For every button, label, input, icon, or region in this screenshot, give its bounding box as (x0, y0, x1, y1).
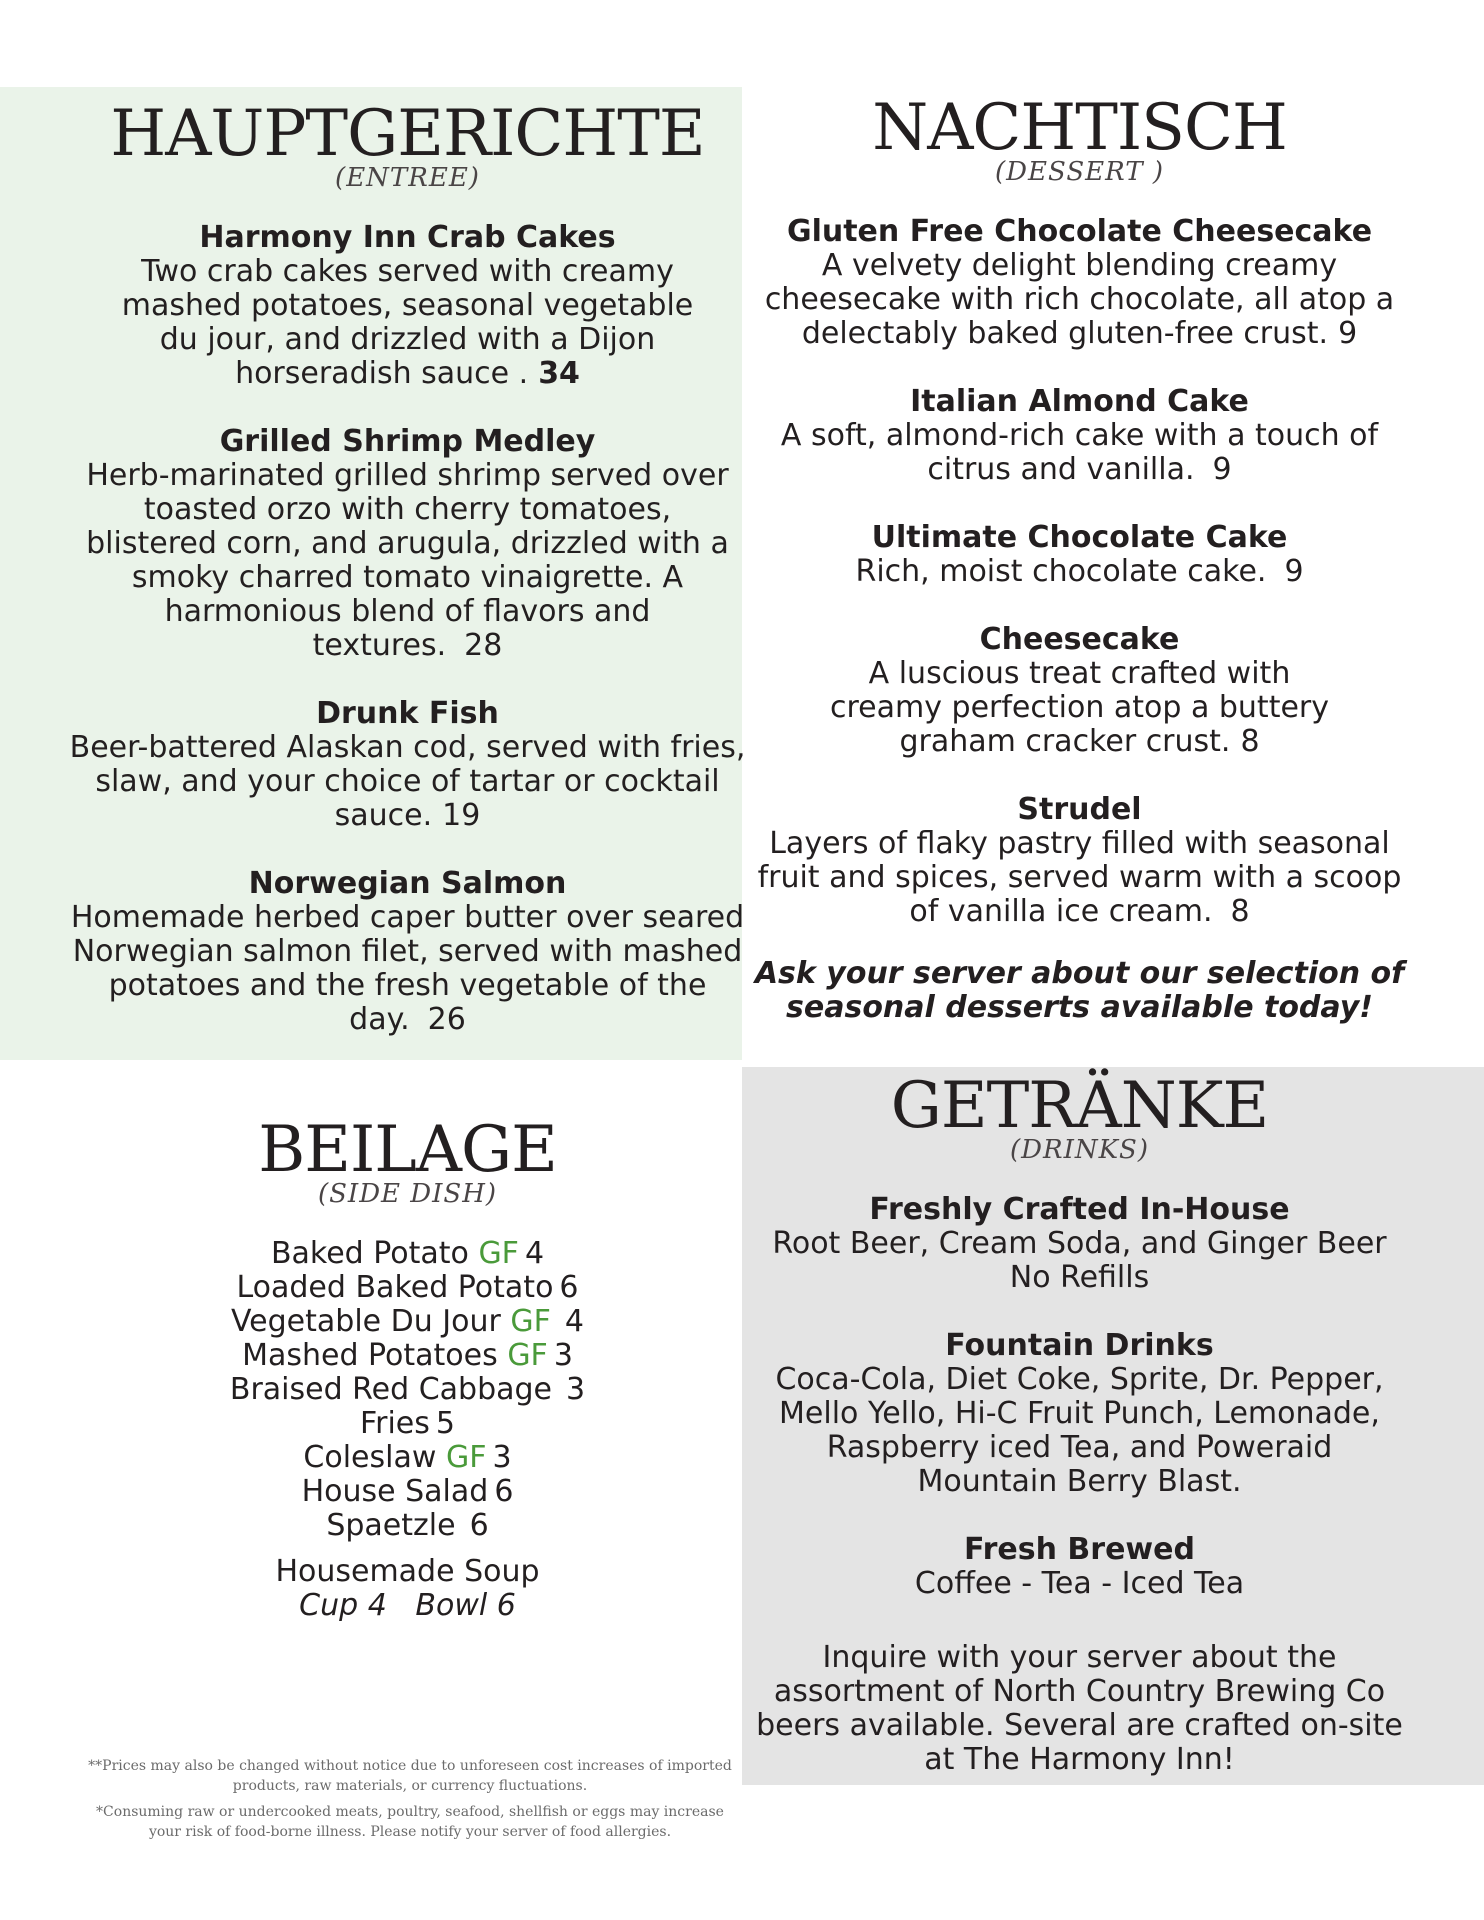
side-subtitle: (SIDE DISH) (317, 1179, 498, 1209)
side-name: Baked Potato (270, 1236, 469, 1271)
item-price: 9 (1212, 452, 1232, 487)
drink-description: No Refills (1009, 1260, 1150, 1295)
entree-title: HAUPTGERICHTE (110, 97, 705, 171)
item-name: Gluten Free Chocolate Cheesecake (786, 214, 1373, 249)
dessert-title: NACHTISCH (872, 91, 1287, 165)
side-price: 6 (494, 1474, 514, 1509)
item-description: Beer-battered Alaskan cod, served with fries, slaw, and your choice of tartar or cocktail sauce. (69, 730, 746, 833)
side-dish-row (40, 1441, 775, 1475)
side-price: 4 (524, 1236, 545, 1271)
dessert-note-line: Ask your server about our selection of (754, 956, 1405, 991)
side-name: Fries (360, 1406, 430, 1441)
menu-item (40, 867, 775, 1037)
item-description: Herb-marinated grilled shrimp served over toasted orzo with cherry tomatoes, blistered corn, and arugula, drizzled with a smoky charred tomato vinaigrette. A harmonious blend of flavors and textures. (86, 458, 729, 663)
drinks-subtitle: (DRINKS) (1010, 1135, 1149, 1165)
side-name: Spaetzle (326, 1508, 456, 1543)
item-description: Rich, moist chocolate cake. (855, 554, 1267, 589)
item-name: Italian Almond Cake (910, 384, 1249, 419)
side-price: 5 (435, 1406, 455, 1441)
side-dish-row (40, 1475, 775, 1509)
gf-badge: GF (445, 1440, 487, 1475)
price-disclaimer: **Prices may also be changed without notice due to unforeseen cost increases of imported products, raw materials, or currency fluctuations. (88, 1758, 732, 1794)
side-price: 3 (553, 1338, 573, 1373)
dessert-subtitle: (DESSERT ) (995, 157, 1164, 187)
item-name: Harmony Inn Crab Cakes (199, 220, 616, 255)
item-price: 26 (427, 1002, 466, 1037)
side-name: Braised Red Cabbage (229, 1372, 553, 1407)
drink-description: Coca-Cola, Diet Coke, Sprite, Dr. Pepper, Mello Yello, Hi-C Fruit Punch, Lemonade, Raspberry iced Tea, and Poweraid Mountain Berry Blast. (775, 1362, 1384, 1499)
gf-badge: GF (478, 1236, 519, 1271)
item-description: A soft, almond-rich cake with a touch of citrus and vanilla. (780, 418, 1379, 487)
side-dish-section (40, 1103, 775, 1623)
side-price: 3 (492, 1440, 512, 1475)
item-price: 8 (1230, 894, 1250, 929)
drinks-title: GETRÄNKE (890, 1069, 1269, 1143)
item-description: A luscious treat crafted with creamy perfection atop a buttery graham cracker crust. (830, 656, 1329, 759)
entree-subtitle: (ENTREE) (335, 163, 480, 193)
side-title: BEILAGE (258, 1113, 557, 1187)
item-name: Strudel (1017, 792, 1142, 827)
item-name: Drunk Fish (316, 696, 499, 731)
side-price: 6 (559, 1270, 579, 1305)
side-dish-row (40, 1271, 775, 1305)
side-name: Loaded Baked Potato (236, 1270, 554, 1305)
drink-item (742, 1533, 1417, 1601)
item-name: Norwegian Salmon (248, 866, 567, 901)
menu-item (742, 793, 1417, 929)
menu-item (40, 221, 775, 391)
side-dish-row (40, 1509, 775, 1543)
side-name: Coleslaw (303, 1440, 437, 1475)
item-name: Cheesecake (979, 622, 1180, 657)
item-price: 34 (538, 356, 580, 391)
soup-item (40, 1555, 775, 1623)
drink-name: Fountain Drinks (945, 1328, 1214, 1363)
dessert-section (742, 87, 1417, 1025)
side-dish-row (40, 1373, 775, 1407)
food-safety-disclaimer: *Consuming raw or undercooked meats, poultry, seafood, shellfish or eggs may increase your risk of food-borne illness. Please notify your server of food allergies. (96, 1804, 724, 1840)
menu-item (742, 623, 1417, 759)
side-dish-row (40, 1237, 775, 1271)
side-price: 6 (469, 1508, 489, 1543)
entree-section (40, 87, 775, 1071)
gf-badge: GF (507, 1338, 548, 1373)
item-description: Homemade herbed caper butter over seared Norwegian salmon filet, served with mashed potatoes and the fresh vegetable of the day. (70, 900, 745, 1037)
dessert-note-line: seasonal desserts available today! (786, 990, 1373, 1025)
item-price: 19 (442, 798, 481, 833)
drink-name: Freshly Crafted In-House (869, 1192, 1290, 1227)
item-price: 9 (1284, 554, 1304, 589)
side-dish-row (40, 1407, 775, 1441)
side-name: House Salad (301, 1474, 489, 1509)
item-name: Ultimate Chocolate Cake (871, 520, 1288, 555)
side-price: 4 (564, 1304, 585, 1339)
menu-item (742, 521, 1417, 589)
drink-description: Coffee - Tea - Iced Tea (914, 1566, 1245, 1601)
item-price: 9 (1338, 316, 1358, 351)
footnotes (80, 1756, 740, 1848)
item-description: A velvety delight blending creamy cheesecake with rich chocolate, all atop a delectably baked gluten-free crust. (764, 248, 1395, 351)
side-name: Vegetable Du Jour (230, 1304, 501, 1339)
soup-name: Housemade Soup (275, 1554, 540, 1589)
menu-item (40, 425, 775, 663)
soup-sizes: Cup 4 Bowl 6 (299, 1588, 516, 1623)
side-dish-row (40, 1339, 775, 1373)
item-price: 28 (464, 628, 503, 663)
item-price: 8 (1240, 724, 1260, 759)
drink-name: Fresh Brewed (964, 1532, 1195, 1567)
menu-item (742, 385, 1417, 487)
item-description: Two crab cakes served with creamy mashed potatoes, seasonal vegetable du jour, and drizzled with a Dijon horseradish sauce . (121, 254, 694, 391)
item-name: Grilled Shrimp Medley (219, 424, 596, 459)
drink-description: Root Beer, Cream Soda, and Ginger Beer (772, 1226, 1387, 1261)
menu-item (40, 697, 775, 833)
gf-badge: GF (510, 1304, 551, 1339)
drink-item (742, 1193, 1417, 1295)
side-name: Mashed Potatoes (242, 1338, 498, 1373)
drinks-note: Inquire with your server about the assortment of North Country Brewing Co beers available. Several are crafted on-site at The Harmony Inn! (756, 1640, 1403, 1777)
side-dish-row (40, 1305, 775, 1339)
drink-item (742, 1329, 1417, 1499)
dessert-note (742, 957, 1417, 1025)
item-description: Layers of flaky pastry filled with seasonal fruit and spices, served warm with a scoop of vanilla ice cream. (757, 826, 1402, 929)
drinks-section (742, 1067, 1417, 1777)
menu-item (742, 215, 1417, 351)
side-dish-list (40, 1237, 775, 1623)
side-price: 3 (566, 1372, 586, 1407)
